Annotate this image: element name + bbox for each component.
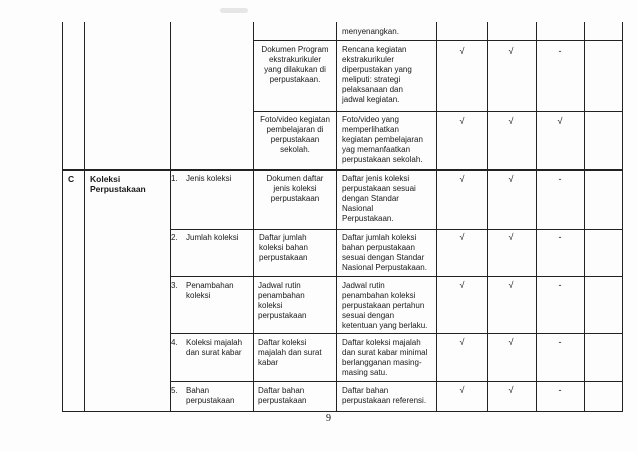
- item4-mark-2: √: [508, 337, 514, 347]
- item4-criteria-l2: dan surat kabar minimal: [342, 348, 428, 357]
- table-bottom-line: [62, 411, 623, 412]
- cont1-criteria-l1: Rencana kegiatan: [342, 45, 407, 54]
- item5-document-l1: Daftar bahan: [258, 386, 305, 395]
- row-line-5: [170, 333, 623, 334]
- item1-mark-1: √: [459, 174, 465, 184]
- item4-label-l1: Koleksi majalah: [186, 338, 243, 347]
- table-border-left: [62, 22, 63, 412]
- item2-document-l1: Daftar jumlah: [259, 233, 307, 242]
- cont2-criteria-l1: Foto/video yang: [342, 115, 399, 124]
- cont2-mark-2: √: [508, 116, 514, 126]
- item4-label-l2: dan surat kabar: [186, 348, 242, 357]
- item3-criteria-l3: perpustakaan pertahun: [342, 301, 425, 310]
- cont1-document-l4: perpustakaan.: [269, 75, 321, 84]
- page-number: 9: [326, 413, 331, 424]
- item1-document-l2: jenis koleksi: [273, 184, 317, 193]
- item3-document-l4: perpustakaan: [258, 311, 307, 320]
- item1-num: 1.: [171, 174, 178, 183]
- cont1-document-l1: Dokumen Program: [261, 45, 329, 54]
- item3-document-l3: koleksi: [258, 301, 283, 310]
- cont2-criteria-l4: yag memanfaatkan: [342, 145, 411, 154]
- item5-mark-3: -: [558, 385, 562, 395]
- item1-criteria-l4: Nasional: [342, 204, 374, 213]
- item4-document-l1: Daftar koleksi: [258, 338, 307, 347]
- header-fragment: menyenangkan.: [342, 27, 399, 36]
- table-border-right: [622, 22, 623, 412]
- item4-document-l2: majalah dan surat: [258, 348, 322, 357]
- section-code: C: [68, 174, 75, 184]
- item2-mark-2: √: [508, 232, 514, 242]
- cont1-criteria-l5: pelaksanaan dan: [342, 85, 403, 94]
- item5-label-l1: Bahan: [186, 386, 210, 395]
- cont2-criteria-l2: memperlihatkan: [342, 125, 399, 134]
- col-divider-5: [436, 22, 437, 412]
- cont2-mark-3: √: [557, 116, 563, 126]
- item1-document-l1: Dokumen daftar: [266, 174, 324, 183]
- cont1-criteria-l6: jadwal kegiatan.: [342, 95, 400, 104]
- cont1-mark-2: √: [508, 46, 514, 56]
- item2-document-l3: perpustakaan: [259, 253, 308, 262]
- cont1-mark-1: √: [459, 46, 465, 56]
- item1-mark-3: -: [558, 174, 562, 184]
- cont2-mark-1: √: [459, 116, 465, 126]
- item2-label-l1: Jumlah koleksi: [186, 233, 239, 242]
- item1-document-l3: perpustakaan: [270, 194, 320, 203]
- item1-criteria-l3: dengan Standar: [342, 194, 399, 203]
- item2-mark-3: -: [558, 232, 562, 242]
- item3-label-l1: Penambahan: [186, 281, 234, 290]
- item4-num: 4.: [171, 338, 178, 347]
- item4-criteria-l4: masing satu.: [342, 368, 388, 377]
- item5-document-l2: perpustakaan: [258, 396, 307, 405]
- cont1-criteria-l3: diperpustakan yang: [342, 65, 412, 74]
- item4-document-l3: kabar: [258, 358, 279, 367]
- item2-num: 2.: [171, 233, 178, 242]
- cont2-document-l3: perpustakaan: [270, 135, 320, 144]
- item5-num: 5.: [171, 386, 178, 395]
- item2-criteria-l4: Nasional Perpustakaan.: [342, 263, 427, 272]
- item4-mark-3: -: [558, 337, 562, 347]
- item3-criteria-l5: ketentuan yang berlaku.: [342, 321, 428, 330]
- cont2-document-l4: sekolah.: [280, 145, 310, 154]
- item3-criteria-l4: sesuai dengan: [342, 311, 395, 320]
- item2-mark-1: √: [459, 232, 465, 242]
- item2-criteria-l2: bahan perpustakaan: [342, 243, 415, 252]
- row-line-3: [170, 229, 623, 230]
- section-title-l2: Perpustakaan: [90, 184, 146, 194]
- cont2-criteria-l5: perpustakaan sekolah.: [342, 155, 423, 164]
- col-divider-4: [336, 22, 337, 412]
- item5-criteria-l2: perpustakaan referensi.: [342, 396, 427, 405]
- section-divider: [62, 169, 623, 171]
- item3-criteria-l1: Jadwal rutin: [342, 281, 385, 290]
- col-divider-7: [536, 22, 537, 412]
- row-line-4: [170, 276, 623, 277]
- cont1-document-l2: ekstrakurikuler: [268, 55, 321, 64]
- item5-mark-2: √: [508, 385, 514, 395]
- col-divider-1: [84, 22, 85, 412]
- section-title-l1: Koleksi: [90, 174, 121, 184]
- item1-label-l1: Jenis koleksi: [186, 174, 232, 183]
- item3-document-l1: Jadwal rutin: [258, 281, 301, 290]
- item1-criteria-l2: perpustakaan sesuai: [342, 184, 416, 193]
- item1-mark-2: √: [508, 174, 514, 184]
- item3-mark-1: √: [459, 280, 465, 290]
- item5-criteria-l1: Daftar bahan: [342, 386, 389, 395]
- col-divider-2: [170, 22, 171, 412]
- item2-criteria-l3: sesuai dengan Standar: [342, 253, 425, 262]
- cont1-document-l3: yang dilakukan di: [264, 65, 326, 74]
- item2-document-l2: koleksi bahan: [259, 243, 308, 252]
- item4-mark-1: √: [459, 337, 465, 347]
- item5-label-l2: perpustakaan: [186, 396, 235, 405]
- row-line-1: [253, 40, 623, 41]
- cont2-document-l1: Foto/video kegiatan: [260, 115, 330, 124]
- item4-criteria-l3: berlangganan masing-: [342, 358, 422, 367]
- item3-num: 3.: [171, 281, 178, 290]
- col-divider-8: [584, 22, 585, 412]
- col-divider-6: [487, 22, 488, 412]
- item3-label-l2: koleksi: [186, 291, 211, 300]
- cont1-mark-3: -: [558, 46, 562, 56]
- item3-criteria-l2: penambahan koleksi: [342, 291, 416, 300]
- cont2-document-l2: pembelajaran di: [266, 125, 324, 134]
- cont1-criteria-l4: meliputi: strategi: [342, 75, 401, 84]
- row-line-2: [253, 111, 623, 112]
- row-line-6: [170, 381, 623, 382]
- item2-criteria-l1: Daftar jumlah koleksi: [342, 233, 417, 242]
- item4-criteria-l1: Daftar koleksi majalah: [342, 338, 421, 347]
- item3-document-l2: penambahan: [258, 291, 305, 300]
- item1-criteria-l5: Perpustakaan.: [342, 214, 394, 223]
- cont1-criteria-l2: ekstrakurikuler: [342, 55, 395, 64]
- item5-mark-1: √: [459, 385, 465, 395]
- item3-mark-3: -: [558, 280, 562, 290]
- item3-mark-2: √: [508, 280, 514, 290]
- item1-criteria-l1: Daftar jenis koleksi: [342, 174, 410, 183]
- cont2-criteria-l3: kegiatan pembelajaran: [342, 135, 423, 144]
- scan-smudge: [220, 8, 248, 13]
